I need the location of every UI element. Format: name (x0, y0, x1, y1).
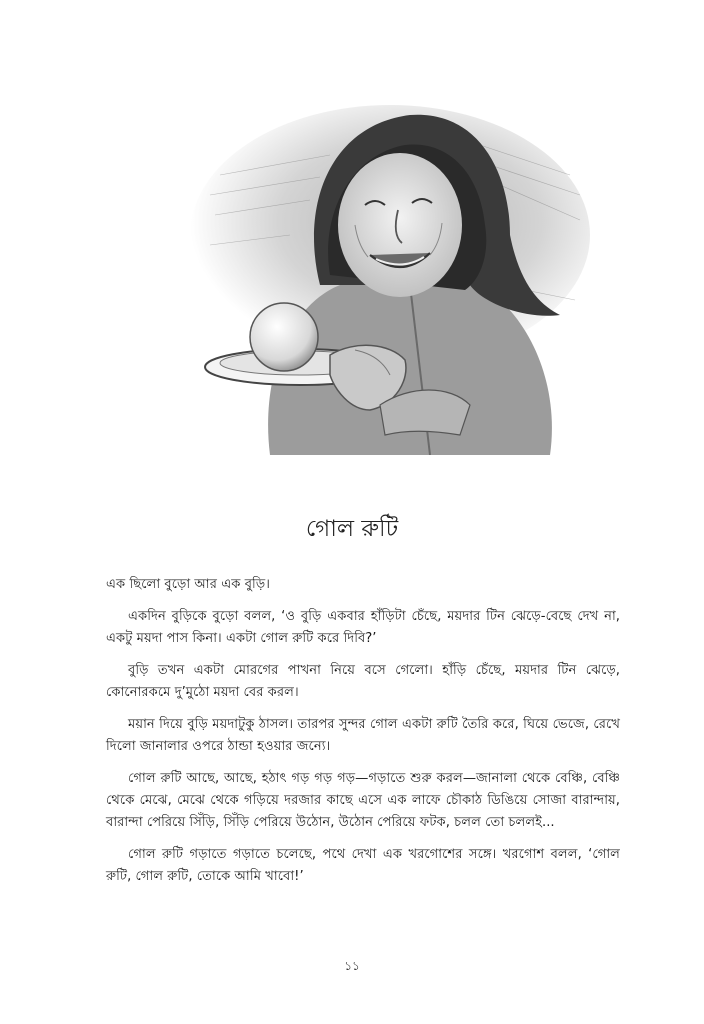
paragraph-3: বুড়ি তখন একটা মোরগের পাখনা নিয়ে বসে গেলো। হাঁড়ি চেঁছে, ময়দার টিন ঝেড়ে, কোনোরকমে দু’মুঠো ময়দা বের করল। (106, 663, 620, 700)
paragraph-1: এক ছিলো বুড়ো আর এক বুড়ি। (106, 577, 270, 592)
paragraph-6: গোল রুটি গড়াতে গড়াতে চলেছে, পথে দেখা এক খরগোশের সঙ্গে। খরগোশ বলল, ‘গোল রুটি, গোল রুটি, তোকে আমি খাবো!’ (106, 847, 620, 884)
page-number: ১১ (344, 959, 360, 973)
paragraph-4: ময়ান দিয়ে বুড়ি ময়দাটুকু ঠাসল। তারপর সুন্দর গোল একটা রুটি তৈরি করে, ঘিয়ে ভেজে, রেখে দিলো জানালার ওপরে ঠান্ডা হওয়ার জন্যে। (106, 717, 620, 754)
story-body (106, 574, 620, 898)
story-title: গোল রুটি (305, 516, 399, 542)
paragraph-2: একদিন বুড়িকে বুড়ো বলল, ‘ও বুড়ি একবার হাঁড়িটা চেঁছে, ময়দার টিন ঝেড়ে-বেছে দেখ না, একটু ময়দা পাস কিনা। একটা গোল রুটি করে দিবি?’ (106, 609, 620, 646)
illustration-old-woman-with-bread (180, 85, 590, 455)
paragraph-5: গোল রুটি আছে, আছে, হঠাৎ গড় গড় গড়—গড়াতে শুরু করল—জানালা থেকে বেঞ্চি, বেঞ্চি থেকে মেঝে, মেঝে থেকে গড়িয়ে দরজার কাছে এসে এক লাফে চৌকাঠ ডিঙিয়ে সোজা বারান্দায়, বারান্দা পেরিয়ে সিঁড়ি, সিঁড়ি পেরিয়ে উঠোন, উঠোন পেরিয়ে ফটক, চলল তো চললই... (106, 771, 620, 830)
